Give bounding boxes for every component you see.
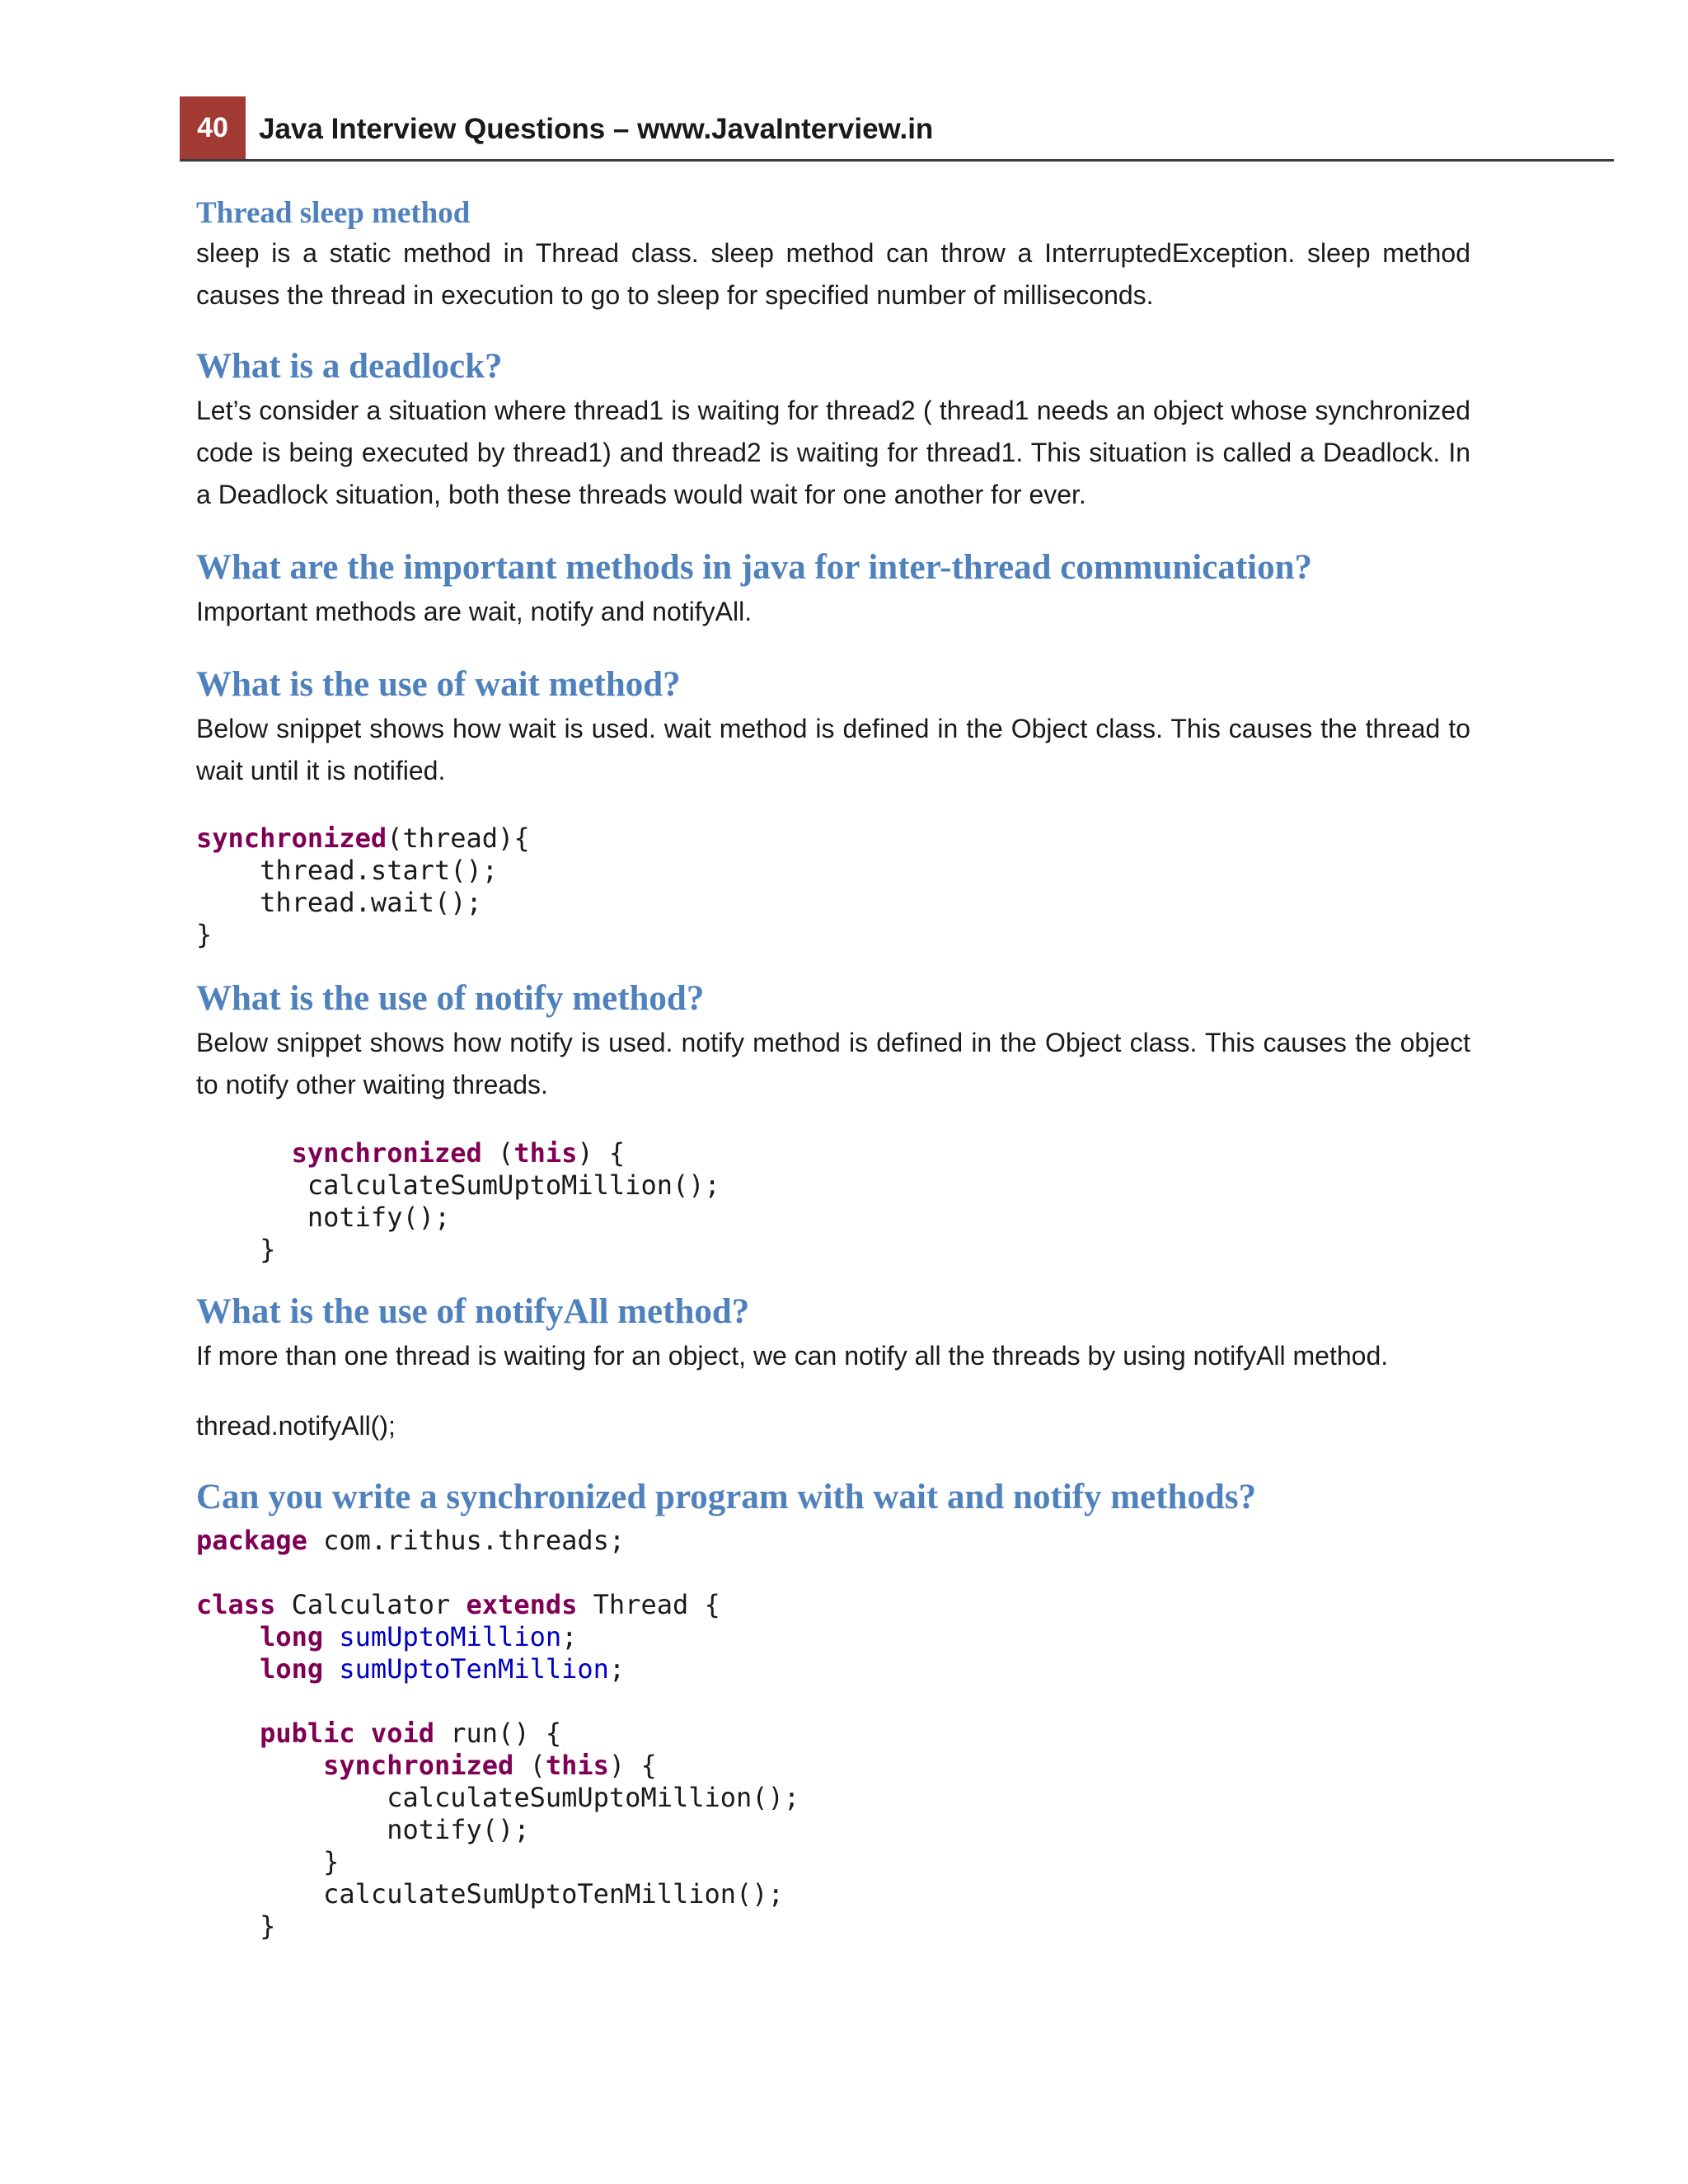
code-text: thread.start();	[196, 855, 499, 886]
section-body: Below snippet shows how wait is used. wait method is defined in the Object class. This causes the thread to wait until it is notified.	[196, 714, 1470, 785]
code-indent	[196, 1750, 323, 1781]
code-text: ;	[561, 1621, 578, 1652]
section-heading: What are the important methods in java for inter-thread communication?	[196, 548, 1312, 587]
code-text: }	[196, 919, 213, 950]
code-keyword: synchronized	[196, 823, 387, 854]
section-heading: Thread sleep method	[196, 196, 471, 230]
code-keyword: long	[260, 1621, 324, 1652]
section-notifyall	[196, 1291, 1470, 1377]
section-heading: What is the use of notify method?	[196, 979, 705, 1018]
code-notify-snippet	[196, 1137, 720, 1266]
section-notify	[196, 978, 1470, 1106]
section-sleep	[196, 195, 1470, 316]
page-header	[180, 96, 1614, 162]
header-title: Java Interview Questions – www.JavaInterview.in	[259, 113, 934, 145]
code-keyword: this	[513, 1137, 578, 1169]
code-keyword: synchronized	[291, 1137, 482, 1169]
section-heading: What is a deadlock?	[196, 347, 503, 386]
code-text: thread.wait();	[196, 887, 482, 918]
section-heading: What is the use of wait method?	[196, 665, 681, 704]
code-text: (	[513, 1750, 546, 1781]
code-text: calculateSumUptoTenMillion();	[196, 1878, 784, 1910]
code-text: notify();	[196, 1814, 530, 1845]
code-text: }	[196, 1846, 340, 1877]
section-wait	[196, 664, 1470, 792]
code-text: run() {	[434, 1718, 562, 1749]
section-heading: Can you write a synchronized program with wait and notify methods?	[196, 1478, 1257, 1516]
code-text: calculateSumUptoMillion();	[196, 1782, 800, 1813]
code-text: ) {	[577, 1137, 626, 1169]
page-number: 40	[180, 96, 246, 159]
code-keyword: public	[260, 1718, 355, 1749]
code-text: }	[196, 1234, 276, 1265]
code-indent	[196, 1653, 260, 1685]
code-text: ;	[608, 1653, 626, 1685]
code-space	[323, 1621, 339, 1652]
section-body: Let’s consider a situation where thread1 is waiting for thread2 ( thread1 needs an object whose synchronized code is being executed by thread1) and thread2 is waiting for thread1. This situation is called a Deadlock. In a Deadlock situation, both these threads would wait for one another for ever.	[196, 396, 1470, 509]
code-field: sumUptoMillion	[339, 1621, 562, 1652]
code-text: notify();	[196, 1202, 451, 1233]
code-field: sumUptoTenMillion	[339, 1653, 609, 1685]
code-text: (thread){	[387, 823, 530, 854]
section-body: If more than one thread is waiting for an object, we can notify all the threads by using notifyAll method.	[196, 1341, 1389, 1371]
code-indent	[196, 1718, 260, 1749]
code-space	[323, 1653, 339, 1685]
code-text: ) {	[608, 1750, 657, 1781]
section-deadlock	[196, 346, 1470, 516]
code-text	[196, 1137, 292, 1169]
notifyall-example: thread.notifyAll();	[196, 1411, 396, 1441]
section-body: Important methods are wait, notify and notifyAll.	[196, 597, 753, 626]
code-wait-snippet	[196, 823, 530, 951]
section-body: sleep is a static method in Thread class. sleep method can throw a InterruptedException. sleep method causes the thread in execution to go to sleep for specified number of milliseconds.	[196, 238, 1470, 310]
code-keyword: long	[260, 1653, 324, 1685]
section-heading: What is the use of notifyAll method?	[196, 1292, 750, 1331]
code-keyword: this	[545, 1750, 609, 1781]
code-keyword: synchronized	[323, 1750, 514, 1781]
code-text: (	[481, 1137, 514, 1169]
section-program	[196, 1477, 1470, 1517]
code-space	[355, 1718, 371, 1749]
section-body: Below snippet shows how notify is used. notify method is defined in the Object class. This causes the object to notify other waiting threads.	[196, 1028, 1470, 1099]
code-text: com.rithus.threads;	[307, 1525, 626, 1556]
code-text: Calculator	[275, 1589, 467, 1620]
code-keyword: package	[196, 1525, 307, 1556]
code-keyword: void	[370, 1718, 434, 1749]
code-keyword: class	[196, 1589, 276, 1620]
code-text: calculateSumUptoMillion();	[196, 1169, 720, 1201]
code-indent	[196, 1621, 260, 1652]
code-program	[196, 1525, 799, 1943]
code-keyword: extends	[466, 1589, 578, 1620]
section-interthread	[196, 547, 1470, 633]
code-text: }	[196, 1910, 276, 1942]
code-text: Thread {	[577, 1589, 720, 1620]
